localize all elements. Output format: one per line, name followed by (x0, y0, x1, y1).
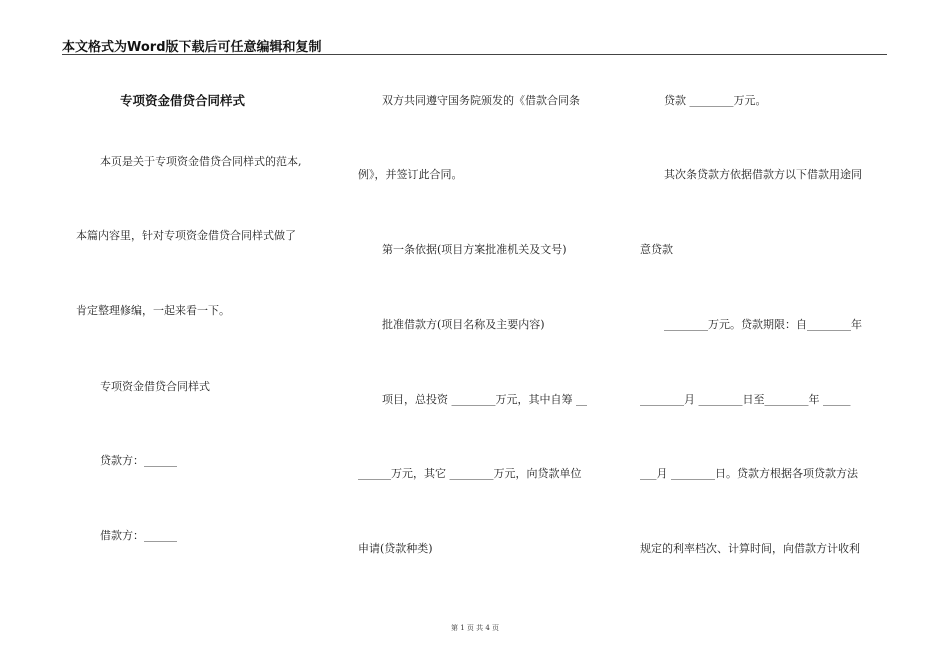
text-line: 贷款 ________万元。 (664, 94, 767, 107)
text-line: 专项资金借贷合同样式 (100, 380, 210, 393)
text-line: 例》，并签订此合同。 (358, 168, 463, 181)
header-divider (62, 54, 887, 55)
text-line: ___月 ________日。贷款方根据各项贷款方法 (640, 467, 858, 480)
document-title: 专项资金借贷合同样式 (120, 93, 246, 108)
borrower-field: 借款方：______ (100, 529, 177, 542)
text-line: 肯定整理修编，一起来看一下。 (76, 304, 230, 317)
text-line: ______万元，其它 ________万元，向贷款单位 (358, 467, 582, 480)
text-line: ________月 ________日至________年 _____ (640, 393, 851, 406)
text-line: 本页是关于专项资金借贷合同样式的范本, (100, 155, 302, 168)
lender-field: 贷款方：______ (100, 454, 177, 467)
text-line: 意贷款 (640, 243, 673, 256)
text-line: 申请(贷款种类) (358, 542, 433, 555)
text-line: ________万元。贷款期限：自________年 (664, 318, 862, 331)
text-line: 第一条依据(项目方案批准机关及文号) (382, 243, 567, 256)
page-header: 本文格式为Word版下载后可任意编辑和复制 (62, 40, 322, 55)
page-number: 第 1 页 共 4 页 (450, 624, 500, 632)
text-line: 其次条贷款方依据借款方以下借款用途同 (664, 168, 862, 181)
text-line: 项目，总投资 ________万元，其中自筹 __ (382, 393, 587, 406)
text-line: 本篇内容里，针对专项资金借贷合同样式做了 (76, 229, 296, 242)
text-line: 批准借款方(项目名称及主要内容) (382, 318, 545, 331)
text-line: 规定的利率档次、计算时间，向借款方计收利 (640, 542, 860, 555)
text-line: 双方共同遵守国务院颁发的《借款合同条 (382, 94, 580, 107)
